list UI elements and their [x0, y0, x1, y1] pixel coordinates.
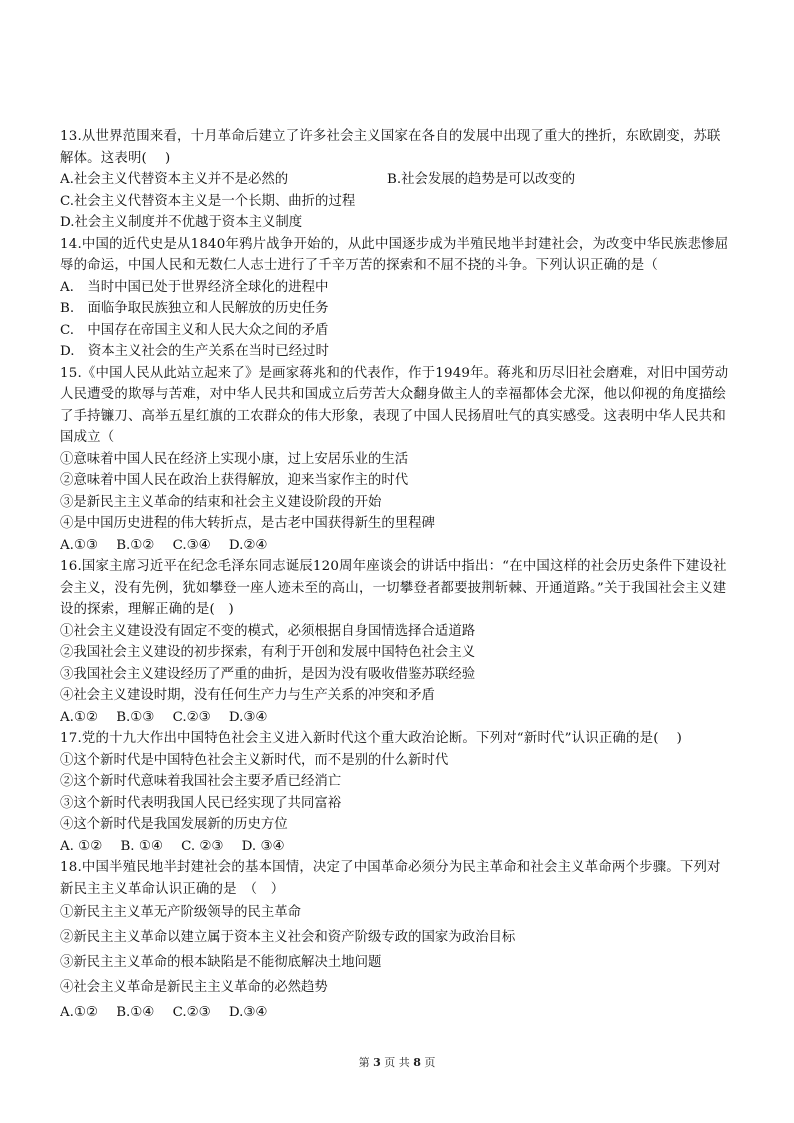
- question-stem: 17.党的十九大作出中国特色社会主义进入新时代这个重大政治论断。下列对“新时代”认识正确的是( ): [60, 731, 683, 746]
- statement-1: ①这个新时代是中国特色社会主义新时代，而不是别的什么新时代: [60, 752, 449, 768]
- choice-d: D. ③④: [241, 838, 285, 854]
- question-17: [60, 728, 732, 857]
- statement-1: ①新民主主义革无产阶级领导的民主革命: [60, 905, 302, 920]
- statement-4: ④社会主义革命是新民主主义革命的必然趋势: [60, 980, 328, 995]
- question-18: [60, 857, 732, 1025]
- option-b: B. 面临争取民族独立和人民解放的历史任务: [60, 301, 329, 316]
- question-stem: 16.国家主席习近平在纪念毛泽东同志诞辰120周年座谈会的讲话中指出：“在中国这样的社会历史条件下建设社会主义，没有先例，犹如攀登一座人迹未至的高山，一切攀登者都要披荆斩棘、开通道路。”关于我国社会主义建设的探索，理解正确的是( ): [60, 559, 727, 617]
- choice-a: A.①③: [60, 537, 98, 553]
- option-c: C.社会主义代替资本主义是一个长期、曲折的过程: [60, 193, 356, 209]
- footer-prefix: 第: [358, 1056, 370, 1069]
- choice-b: B.①②: [116, 537, 155, 553]
- option-c: C. 中国存在帝国主义和人民大众之间的矛盾: [60, 322, 329, 338]
- statement-2: ②这个新时代意味着我国社会主要矛盾已经消亡: [60, 774, 342, 789]
- answer-choices: [60, 707, 732, 729]
- option-row: [60, 169, 732, 191]
- question-16: [60, 556, 732, 728]
- question-14: [60, 234, 732, 363]
- choice-a: A.①②: [60, 709, 98, 725]
- question-13: [60, 126, 732, 234]
- choice-b: B. ①④: [120, 838, 163, 854]
- choice-d: D.②④: [228, 537, 268, 553]
- choice-c: C. ②③: [181, 838, 224, 854]
- statement-1: ①意味着中国人民在经济上实现小康，过上安居乐业的生活: [60, 451, 409, 467]
- answer-choices: [60, 1000, 732, 1025]
- question-stem: 18.中国半殖民地半封建社会的基本国情，决定了中国革命必须分为民主革命和社会主义革命两个步骤。下列对新民主主义革命认识正确的是 （ ）: [60, 860, 721, 897]
- statement-3: ③这个新时代表明我国人民已经实现了共同富裕: [60, 795, 342, 811]
- choice-c: C.③④: [172, 537, 211, 553]
- page-footer: [0, 1054, 794, 1070]
- question-stem: 15.《中国人民从此站立起来了》是画家蒋兆和的代表作，作于1949年。蒋兆和历尽旧社会磨难，对旧中国劳动人民遭受的欺辱与苦难，对中华人民共和国成立后劳苦大众翻身做主人的幸福都体会尤深，他以仰视的角度描绘了手持镰刀、高举五星红旗的工农群众的伟大形象，表现了中国人民扬眉吐气的真实感受。这表明中华人民共和国成立（: [60, 365, 729, 445]
- option-a: A.社会主义代替资本主义并不是必然的: [60, 172, 289, 187]
- statement-3: ③新民主主义革命的根本缺陷是不能彻底解决土地问题: [60, 955, 382, 970]
- statement-3: ③我国社会主义建设经历了严重的曲折，是因为没有吸收借鉴苏联经验: [60, 666, 476, 682]
- choice-a: A.①②: [60, 1005, 98, 1020]
- current-page-number: 3: [373, 1056, 381, 1069]
- question-stem: 13.从世界范围来看，十月革命后建立了许多社会主义国家在各自的发展中出现了重大的挫折，东欧剧变，苏联解体。这表明( ): [60, 129, 721, 166]
- statement-3: ③是新民主主义革命的结束和社会主义建设阶段的开始: [60, 494, 382, 510]
- option-b: B.社会发展的趋势是可以改变的: [387, 172, 576, 187]
- statement-4: ④社会主义建设时期，没有任何生产力与生产关系的冲突和矛盾: [60, 688, 435, 703]
- answer-choices: [60, 535, 732, 557]
- option-d: D.社会主义制度并不优越于资本主义制度: [60, 215, 303, 230]
- choice-d: D.③④: [228, 709, 268, 725]
- statement-1: ①社会主义建设没有固定不变的模式，必须根据自身国情选择合适道路: [60, 623, 476, 639]
- question-stem: 14.中国的近代史是从1840年鸦片战争开始的，从此中国逐步成为半殖民地半封建社会，为改变中华民族悲惨屈辱的命运，中国人民和无数仁人志士进行了千辛万苦的探索和不屈不挠的斗争。下列认识正确的是（: [60, 236, 729, 273]
- choice-c: C.②③: [172, 709, 211, 725]
- statement-2: ②意味着中国人民在政治上获得解放，迎来当家作主的时代: [60, 473, 409, 488]
- statement-2: ②我国社会主义建设的初步探索，有利于开创和发展中国特色社会主义: [60, 645, 476, 660]
- footer-middle: 页 共: [384, 1056, 410, 1069]
- choice-c: C.②③: [172, 1005, 211, 1020]
- statement-4: ④是中国历史进程的伟大转折点，是古老中国获得新生的里程碑: [60, 516, 435, 531]
- question-15: [60, 363, 732, 557]
- total-page-number: 8: [413, 1056, 421, 1069]
- statement-2: ②新民主主义革命以建立属于资本主义社会和资产阶级专政的国家为政治目标: [60, 930, 516, 945]
- choice-a: A. ①②: [60, 838, 103, 854]
- option-d: D. 资本主义社会的生产关系在当时已经过时: [60, 344, 329, 359]
- choice-d: D.③④: [228, 1005, 268, 1020]
- choice-b: B.①④: [116, 1005, 155, 1020]
- statement-4: ④这个新时代是我国发展新的历史方位: [60, 817, 288, 832]
- choice-b: B.①③: [116, 709, 155, 725]
- footer-suffix: 页: [424, 1056, 436, 1069]
- answer-choices: [60, 836, 732, 858]
- option-a: A. 当时中国已处于世界经济全球化的进程中: [60, 279, 329, 295]
